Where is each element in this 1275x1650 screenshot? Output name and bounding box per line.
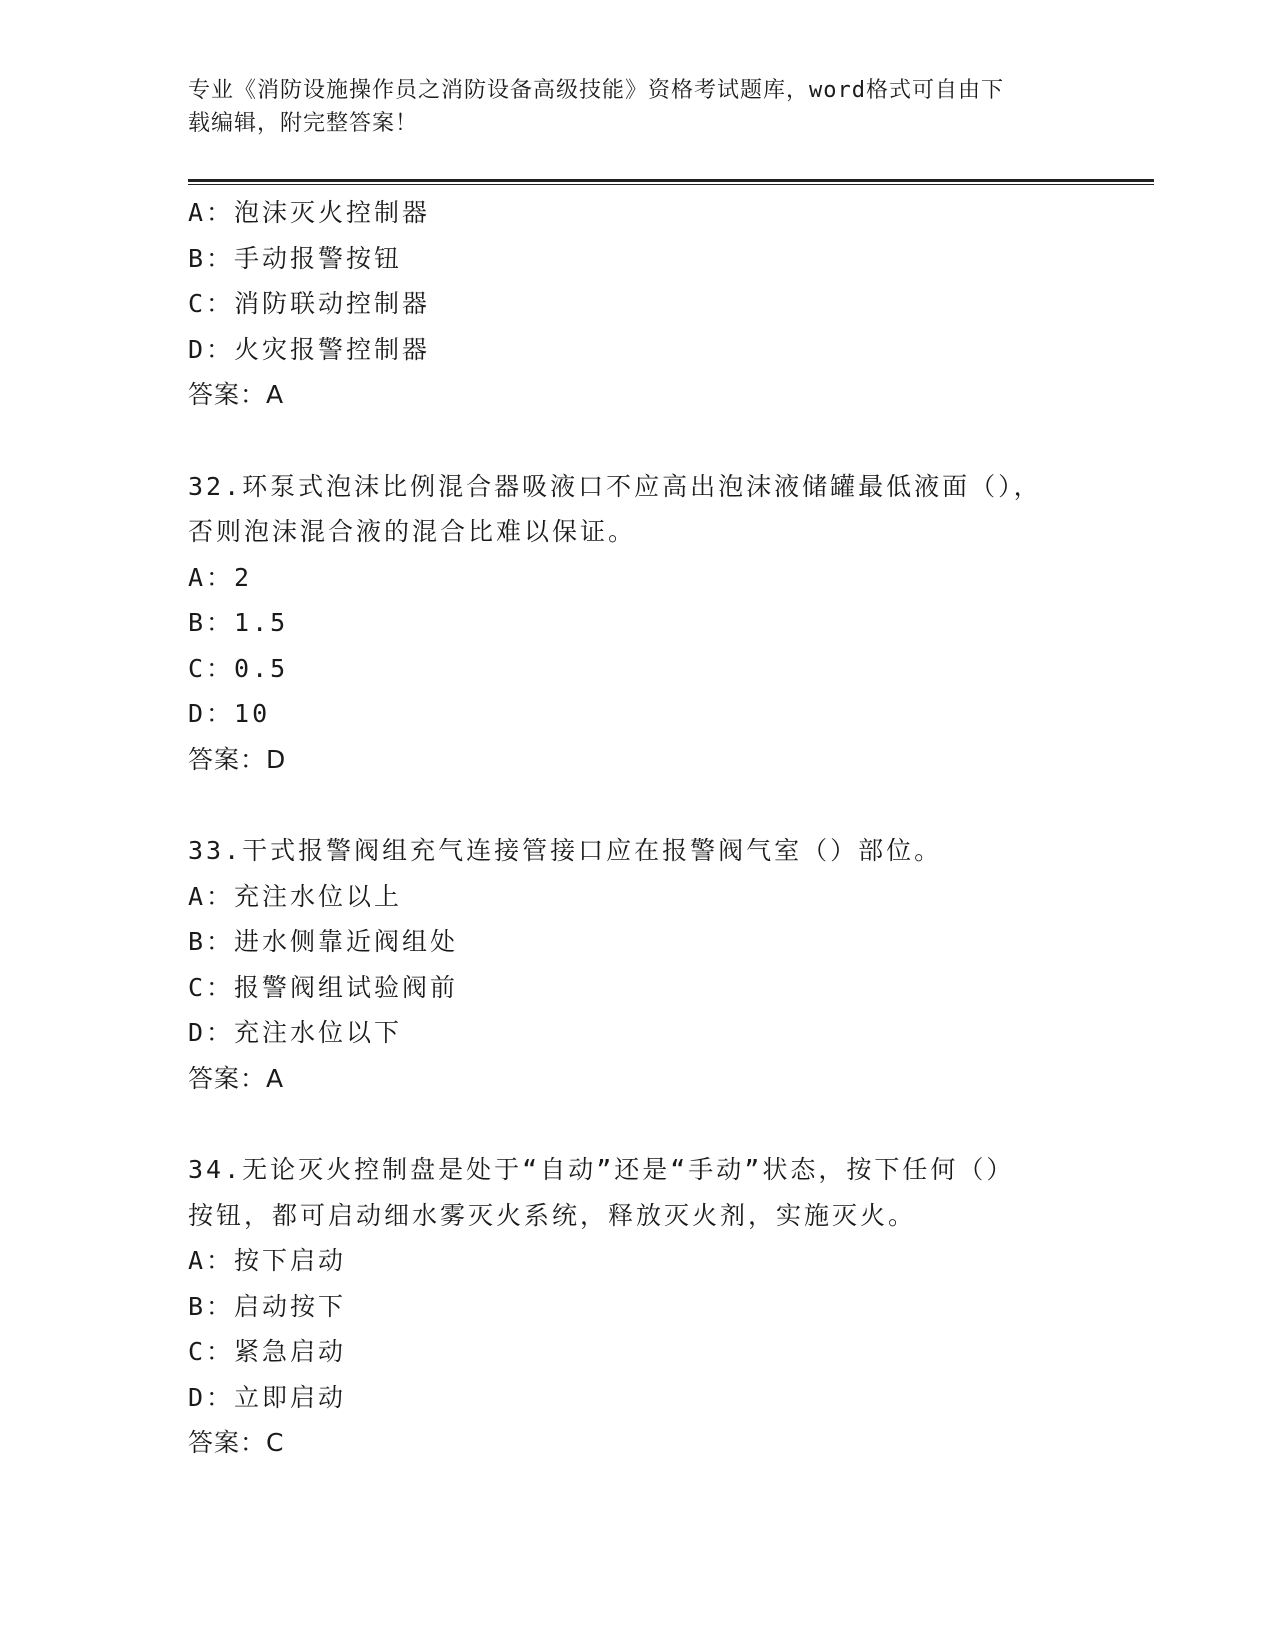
option-a: A：泡沫灭火控制器: [188, 198, 431, 227]
option-a: A：充注水位以上: [188, 881, 403, 911]
question-stem: 32.环泵式泡沫比例混合器吸液口不应高出泡沫液储罐最低液面（），: [188, 471, 1042, 501]
question-stem-continued: 按钮，都可启动细水雾灭火系统，释放灭火剂，实施灭火。: [188, 1200, 917, 1230]
option-b: B：启动按下: [188, 1291, 347, 1321]
option-d: D：火灾报警控制器: [188, 334, 431, 364]
option-c: C：报警阀组试验阀前: [188, 972, 459, 1002]
answer-line: 答案：A: [188, 1063, 285, 1093]
answer-line: 答案：C: [188, 1428, 285, 1457]
question-32: [188, 464, 1088, 783]
header-divider-thick: [188, 179, 1154, 182]
option-a: A：2: [188, 562, 253, 592]
question-stem: 33.干式报警阀组充气连接管接口应在报警阀气室（）部位。: [188, 836, 943, 865]
option-d: D：10: [188, 699, 271, 728]
question-stem-continued: 否则泡沫混合液的混合比难以保证。: [188, 517, 637, 546]
option-c: C：消防联动控制器: [188, 289, 431, 318]
spacer: [188, 1101, 1088, 1147]
answer-line: 答案：D: [188, 744, 287, 774]
question-list: [188, 190, 1088, 1466]
spacer: [188, 782, 1088, 828]
spacer: [188, 418, 1088, 464]
question-31-continued: [188, 190, 1088, 418]
option-b: B：手动报警按钮: [188, 243, 403, 273]
answer-line: 答案：A: [188, 380, 285, 409]
option-c: C：0.5: [188, 653, 289, 683]
header-divider-thin: [188, 184, 1154, 185]
option-c: C：紧急启动: [188, 1337, 347, 1366]
option-b: B：进水侧靠近阀组处: [188, 927, 459, 956]
document-header: [188, 74, 1088, 140]
question-33: [188, 828, 1088, 1101]
option-b: B：1.5: [188, 608, 289, 637]
question-stem: 34.无论灭火控制盘是处于“自动”还是“手动”状态，按下任何（）: [188, 1155, 1015, 1184]
header-line-2: 载编辑，附完整答案！: [188, 111, 419, 136]
question-34: [188, 1147, 1088, 1466]
header-line-1: 专业《消防设施操作员之消防设备高级技能》资格考试题库，word格式可自由下: [188, 78, 1004, 103]
option-d: D：立即启动: [188, 1382, 347, 1412]
option-a: A：按下启动: [188, 1246, 347, 1275]
option-d: D：充注水位以下: [188, 1018, 403, 1047]
